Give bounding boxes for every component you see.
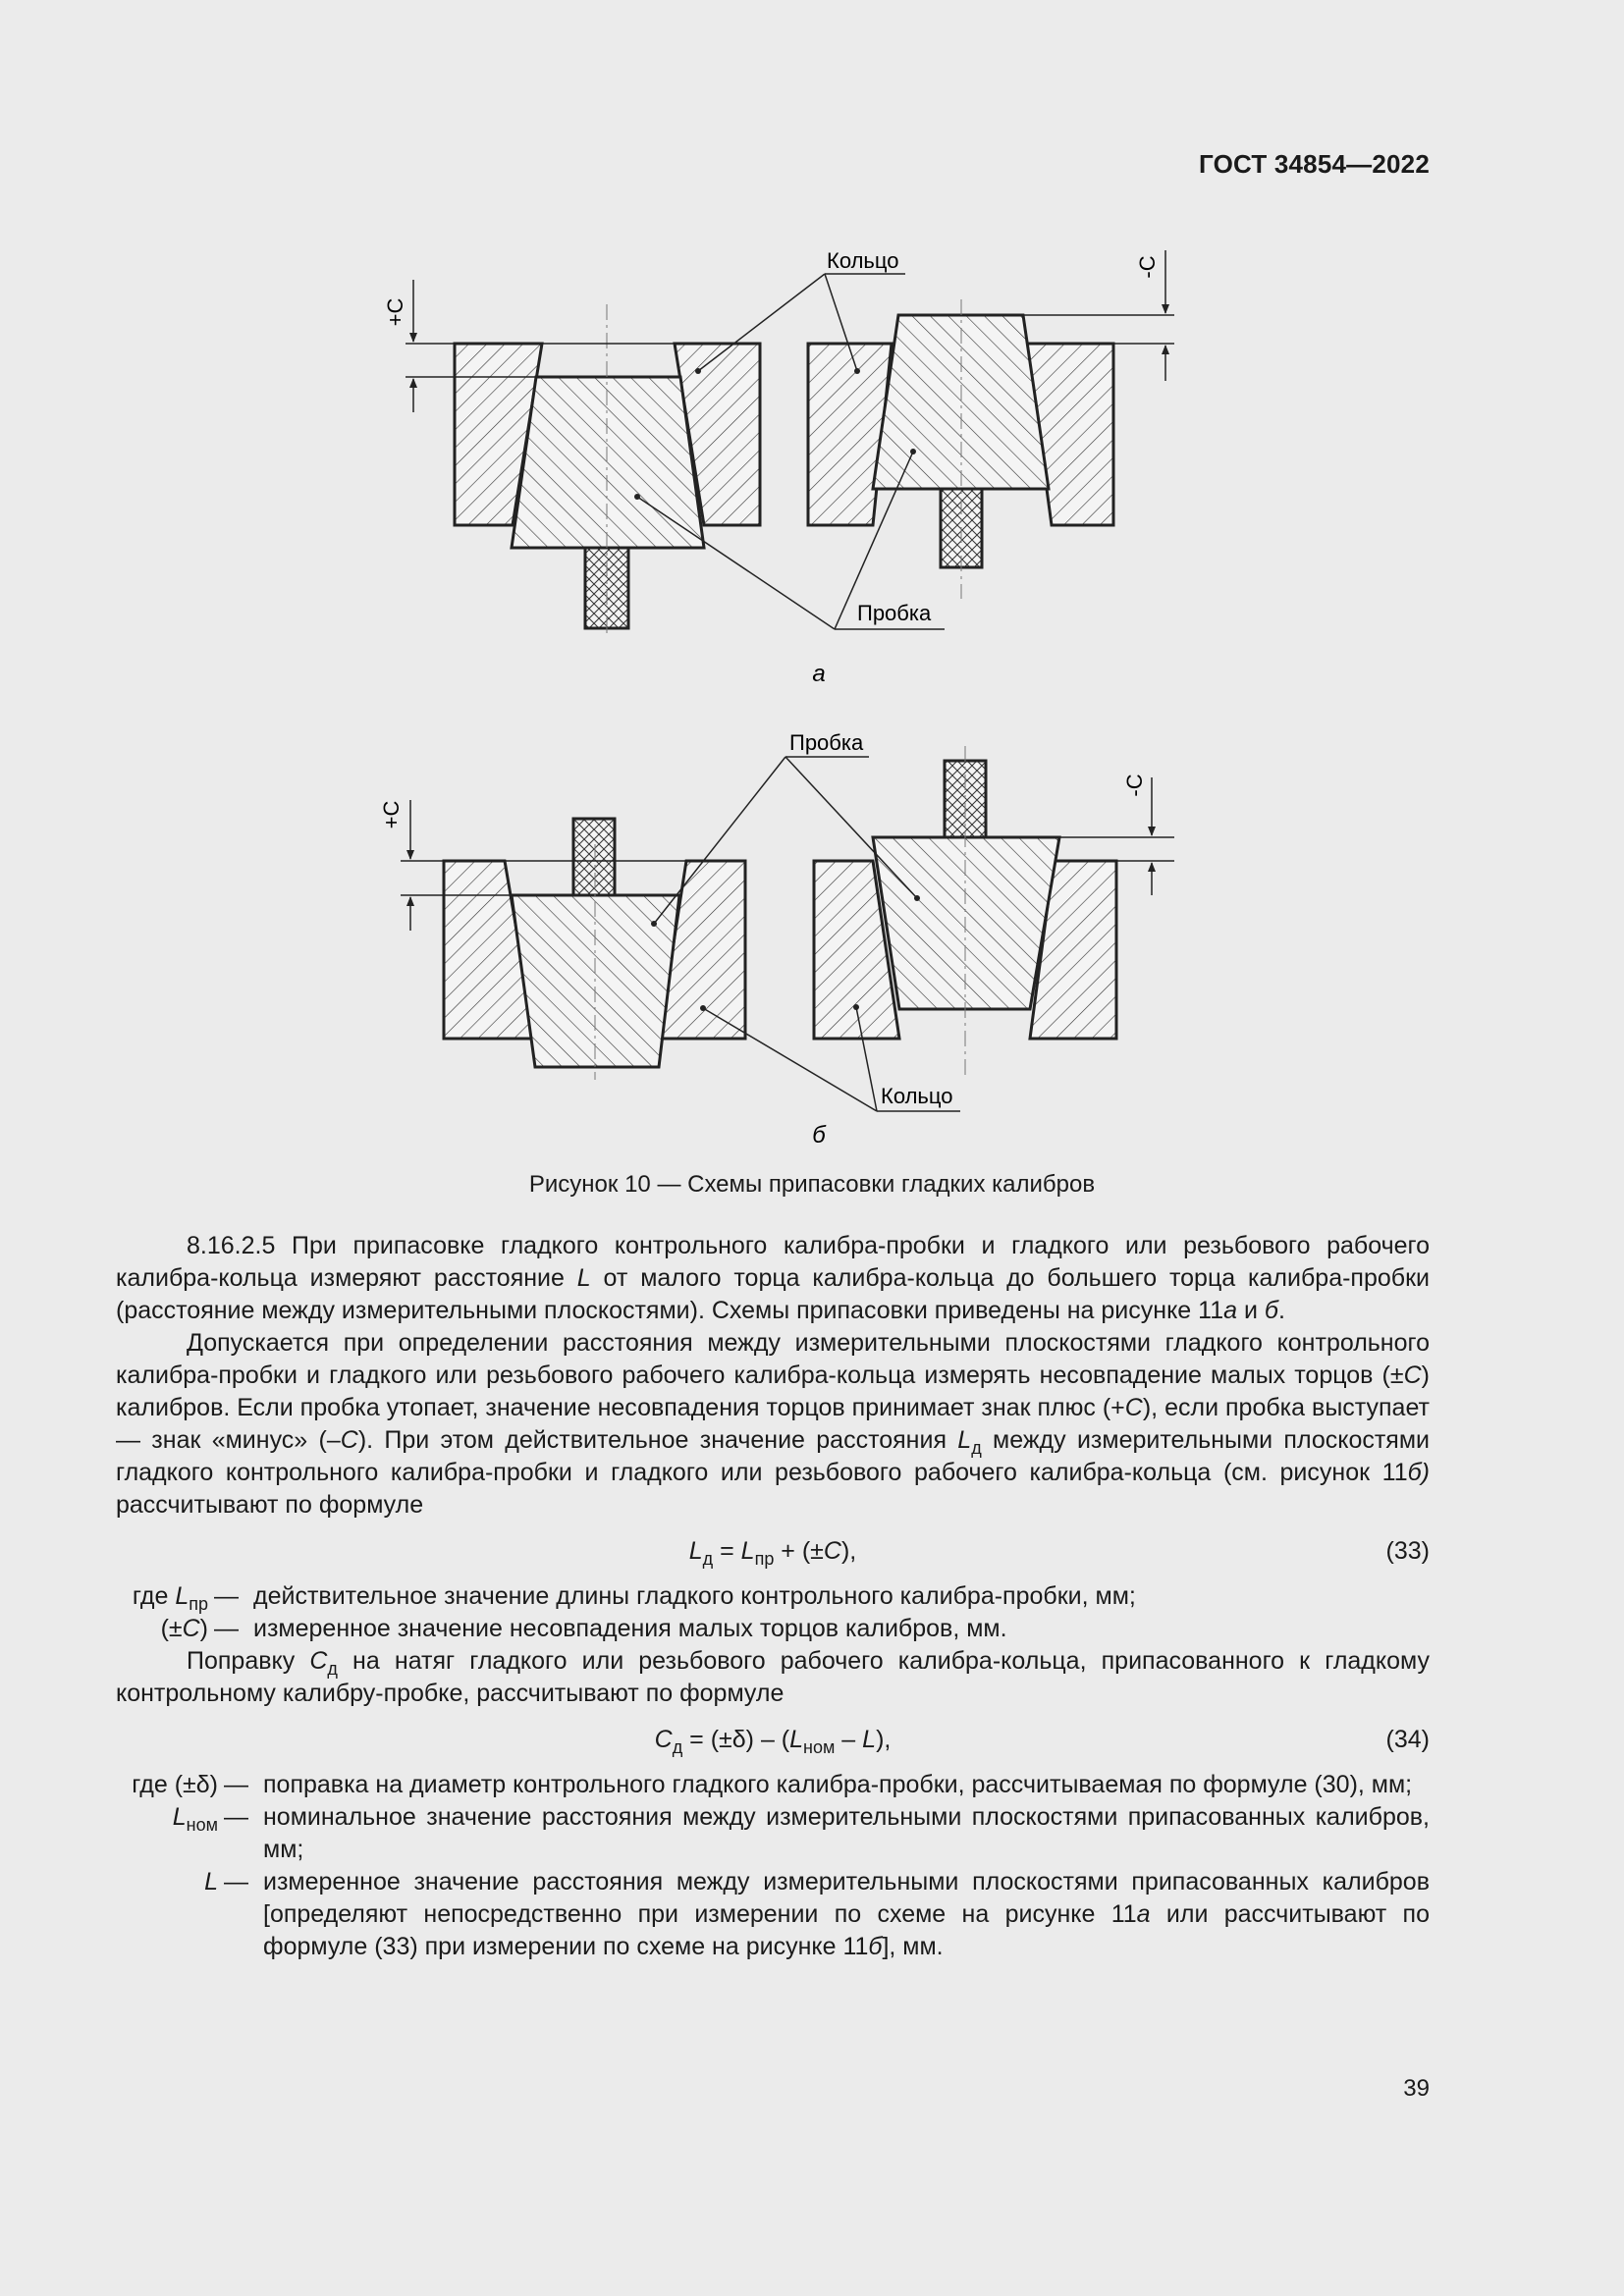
subscript: ном — [803, 1736, 836, 1757]
legend-symbol — [81, 1580, 214, 1613]
text-run: измеренное значение расстояния между измерительными плоскостями припасованных калибров [определяют непосредственно при измерении по схеме на рисунке 11 — [263, 1868, 1430, 1928]
var-c: C — [823, 1537, 841, 1565]
diagram-b-left — [444, 819, 745, 1080]
legend-description: измеренное значение несовпадения малых торцов калибров, мм. — [253, 1615, 1007, 1642]
legend-dash: — — [214, 1615, 239, 1642]
document-id: ГОСТ 34854—2022 — [1199, 149, 1430, 179]
ref-b: б — [1264, 1297, 1278, 1324]
legend-description: действительное значение длины гладкого контрольного калибра-пробки, мм; — [253, 1582, 1136, 1610]
legend-row — [81, 1769, 1430, 1801]
subfigure-label-a: а — [812, 661, 826, 687]
legend-34 — [81, 1769, 1430, 1963]
var-l: L — [740, 1537, 755, 1565]
ring-label-a: Кольцо — [827, 248, 899, 273]
subfigure-label-b: б — [812, 1122, 826, 1148]
paragraph-8-16-2-5 — [116, 1230, 1430, 1327]
text-run: где — [132, 1582, 176, 1610]
var-c: C — [1403, 1362, 1422, 1389]
subscript: д — [702, 1548, 714, 1569]
legend-dash: — — [224, 1803, 248, 1831]
minus-c-label-b: -C — [1122, 774, 1147, 797]
text-run: ), — [840, 1537, 857, 1565]
text-run: на натяг гладкого или резьбового рабочего калибра-кольца, припасованного к гладкому контрольному калибру-пробке, рассчитывают по формуле — [116, 1647, 1430, 1707]
text-run: (± — [160, 1615, 183, 1642]
text-run: ], мм. — [882, 1933, 944, 1960]
paragraph-correction — [116, 1645, 1430, 1710]
legend-symbol — [81, 1866, 224, 1963]
var-l: L — [204, 1868, 218, 1896]
legend-33 — [81, 1580, 1430, 1645]
var-c: C — [1124, 1394, 1143, 1421]
ref-a: а — [1136, 1900, 1151, 1928]
legend-symbol — [81, 1613, 214, 1645]
legend-dash: — — [214, 1582, 239, 1610]
legend-symbol — [81, 1801, 224, 1866]
figure-caption: Рисунок 10 — Схемы припасовки гладких калибров — [528, 1171, 1096, 1198]
diagram-a-right — [808, 299, 1113, 599]
var-l: L — [789, 1726, 804, 1753]
formula-34-number: (34) — [1385, 1726, 1430, 1753]
text-run: ), — [876, 1726, 892, 1753]
legend-description — [263, 1866, 1430, 1963]
text-run: рассчитывают по формуле — [116, 1491, 424, 1519]
legend-description: поправка на диаметр контрольного гладкого калибра-пробки, рассчитываемая по формуле (30), мм; — [263, 1771, 1413, 1798]
text-run: . — [1277, 1297, 1285, 1324]
formula-33-expression — [116, 1535, 1430, 1568]
var-l: L — [576, 1264, 591, 1292]
subscript: д — [971, 1437, 982, 1458]
ref-b: б) — [1407, 1459, 1430, 1486]
text-run: ) калибров. Если пробка утопает, значение несовпадения торцов принимает знак плюс (+ — [116, 1362, 1430, 1421]
ref-b: б — [868, 1933, 883, 1960]
plus-c-label-a: +C — [383, 297, 407, 327]
formula-33 — [116, 1535, 1430, 1569]
legend-dash: — — [224, 1771, 248, 1798]
text-run: и — [1237, 1297, 1265, 1324]
body-text — [116, 1230, 1430, 1963]
minus-c-label-a: -C — [1135, 255, 1160, 279]
text-run: ). При этом действительное значение расстояния — [357, 1426, 958, 1454]
legend-symbol — [81, 1769, 224, 1801]
formula-34-expression — [116, 1724, 1430, 1756]
legend-description: номинальное значение расстояния между измерительными плоскостями припасованных калибров, мм; — [263, 1803, 1430, 1863]
var-c: C — [309, 1647, 328, 1675]
var-l: L — [688, 1537, 703, 1565]
plug-label-b: Пробка — [789, 730, 864, 755]
paragraph-allowed — [116, 1327, 1430, 1522]
legend-row — [81, 1866, 1430, 1963]
text-run: Допускается при определении расстояния между измерительными плоскостями гладкого контрольного калибра-пробки и гладкого или резьбового рабочего калибра-кольца измерять несовпадение малых торцов (± — [116, 1329, 1430, 1389]
var-c: C — [182, 1615, 200, 1642]
text-run: + (± — [774, 1537, 824, 1565]
text-run: где (±δ) — [132, 1771, 218, 1798]
var-c: C — [654, 1726, 673, 1753]
text-run: ), если пробка выступает — знак «минус» (– — [116, 1394, 1430, 1454]
var-l: L — [957, 1426, 972, 1454]
plug-label-a: Пробка — [857, 601, 932, 625]
var-c: C — [340, 1426, 358, 1454]
text-run: или рассчитывают по формуле (33) при измерении по схеме на рисунке 11 — [263, 1900, 1430, 1960]
formula-33-number: (33) — [1385, 1537, 1430, 1565]
ref-a: а — [1223, 1297, 1238, 1324]
formula-34 — [116, 1724, 1430, 1757]
text-run: 8.16.2.5 При припасовке гладкого контрольного калибра-пробки и гладкого или резьбового рабочего калибра-кольца измеряют расстояние — [116, 1232, 1430, 1292]
diagram-a-left — [455, 304, 760, 638]
text-run: Поправку — [187, 1647, 310, 1675]
diagram-b-right — [814, 746, 1116, 1080]
legend-row — [81, 1801, 1430, 1866]
text-run: = — [713, 1537, 741, 1565]
text-run: – — [835, 1726, 863, 1753]
subscript: пр — [754, 1548, 775, 1569]
var-l: L — [175, 1582, 189, 1610]
subscript: д — [327, 1658, 338, 1679]
page-number: 39 — [1403, 2075, 1430, 2102]
text-run: ) — [199, 1615, 208, 1642]
text-run: от малого торца калибра-кольца до большего торца калибра-пробки (расстояние между измерительными плоскостями). Схемы припасовки приведены на рисунке 11 — [116, 1264, 1430, 1324]
subscript: д — [672, 1736, 683, 1757]
var-l: L — [862, 1726, 877, 1753]
text-run: между измерительными плоскостями гладкого контрольного калибра-пробки и гладкого или резьбового рабочего калибра-кольца (см. рисунок 11 — [116, 1426, 1430, 1486]
legend-row — [81, 1613, 1430, 1645]
legend-dash: — — [224, 1868, 248, 1896]
var-l: L — [172, 1803, 187, 1831]
text-run: = (±δ) – ( — [682, 1726, 790, 1753]
legend-row — [81, 1580, 1430, 1613]
subscript: пр — [189, 1593, 208, 1614]
subscript: ном — [186, 1814, 218, 1835]
ring-label-b: Кольцо — [881, 1084, 953, 1108]
plus-c-label-b: +C — [379, 800, 404, 829]
